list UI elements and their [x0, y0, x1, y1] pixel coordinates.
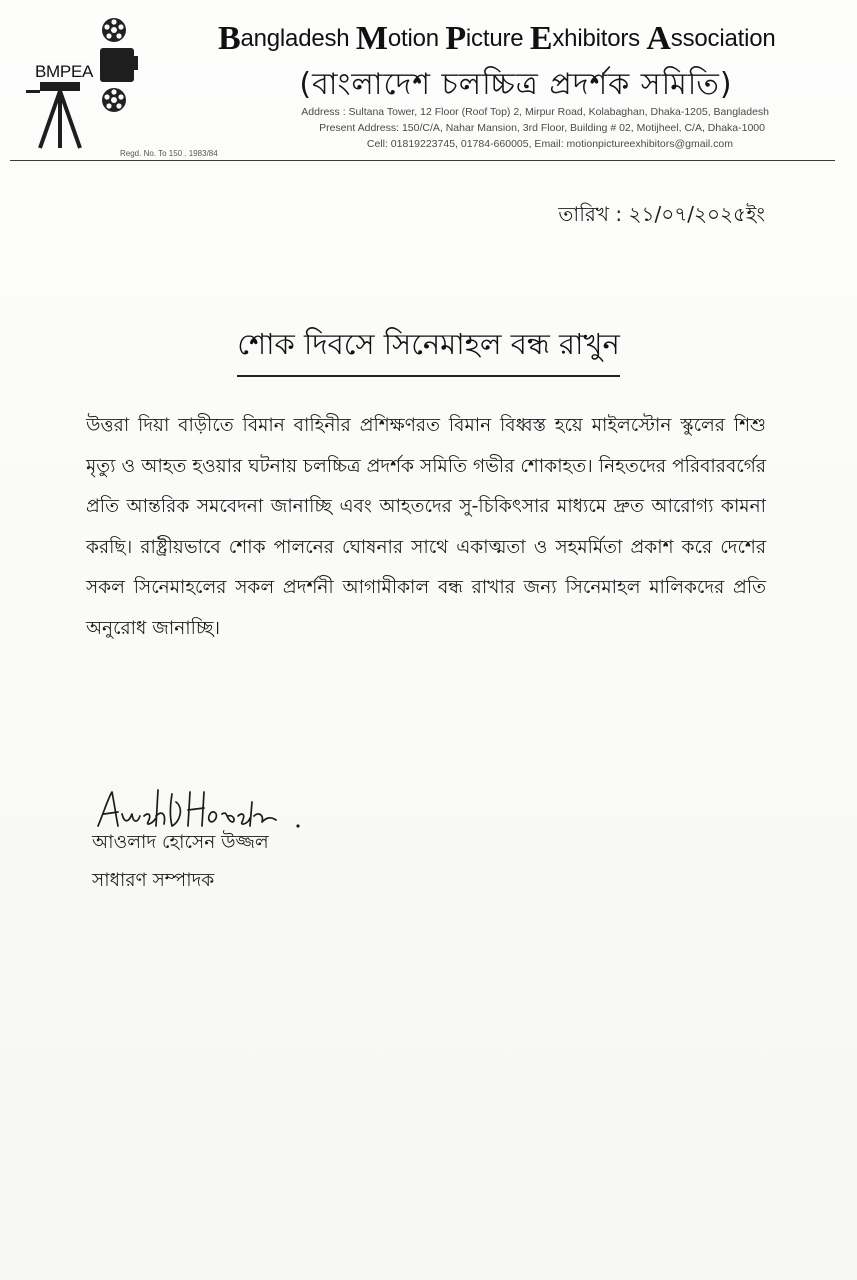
date-line: তারিখ : ২১/০৭/২০২৫ইং — [558, 202, 765, 226]
signatory-designation: সাধারণ সম্পাদক — [92, 870, 215, 891]
film-reel-icon — [102, 88, 126, 112]
tripod-icon — [26, 82, 80, 148]
registration-number: Regd. No. To 150 . 1983/84 — [120, 149, 218, 158]
notice-body: উত্তরা দিয়া বাড়ীতে বিমান বাহিনীর প্রশিক্ষণরত বিমান বিধ্বস্ত হয়ে মাইলস্টোন স্কুলের শিশু মৃত্যু ও আহত হওয়ার ঘটনায় চলচ্চিত্র প্রদর্শক সমিতি গভীর শোকাহত। নিহতদের পরিবারবর্গের প্রতি আন্তরিক সমবেদনা জানাচ্ছি এবং আহতদের সু-চিকিৎসার মাধ্যমে দ্রুত আরোগ্য কামনা করছি। রাষ্ট্রীয়ভাবে শোক পালনের ঘোষনার সাথে একাত্মতা ও সহমর্মিতা প্রকাশ করে দেশের সকল সিনেমাহলের সকল প্রদর্শনী আগামীকাল বন্ধ রাখার জন্য সিনেমাহল মালিকদের প্রতি অনুরোধ জানাচ্ছি। — [86, 415, 766, 639]
signatory-name: আওলাদ হোসেন উজ্জল — [92, 832, 269, 853]
logo-text: BMPEA — [35, 62, 94, 81]
address-line: Address : Sultana Tower, 12 Floor (Roof Top) 2, Mirpur Road, Kolabaghan, Dhaka-1205, Bangladesh — [301, 106, 769, 118]
film-reel-icon — [102, 18, 126, 42]
notice-title — [0, 322, 857, 377]
organization-name-bangla: (বাংলাদেশ চলচ্চিত্র প্রদর্শক সমিতি) — [299, 67, 733, 102]
organization-name: Bangladesh Motion Picture Exhibitors Association — [218, 20, 776, 57]
contact-line: Cell: 01819223745, 01784-660005, Email: motionpictureexhibitors@gmail.com — [366, 138, 733, 150]
bmpea-logo — [22, 14, 218, 158]
notice-title-text: শোক দিবসে সিনেমাহল বন্ধ রাখুন — [237, 322, 620, 377]
present-address-line: Present Address: 150/C/A, Nahar Mansion, 3rd Floor, Building # 02, Motijheel, C/A, Dhaka-1000 — [319, 122, 765, 134]
header-divider — [10, 160, 835, 161]
